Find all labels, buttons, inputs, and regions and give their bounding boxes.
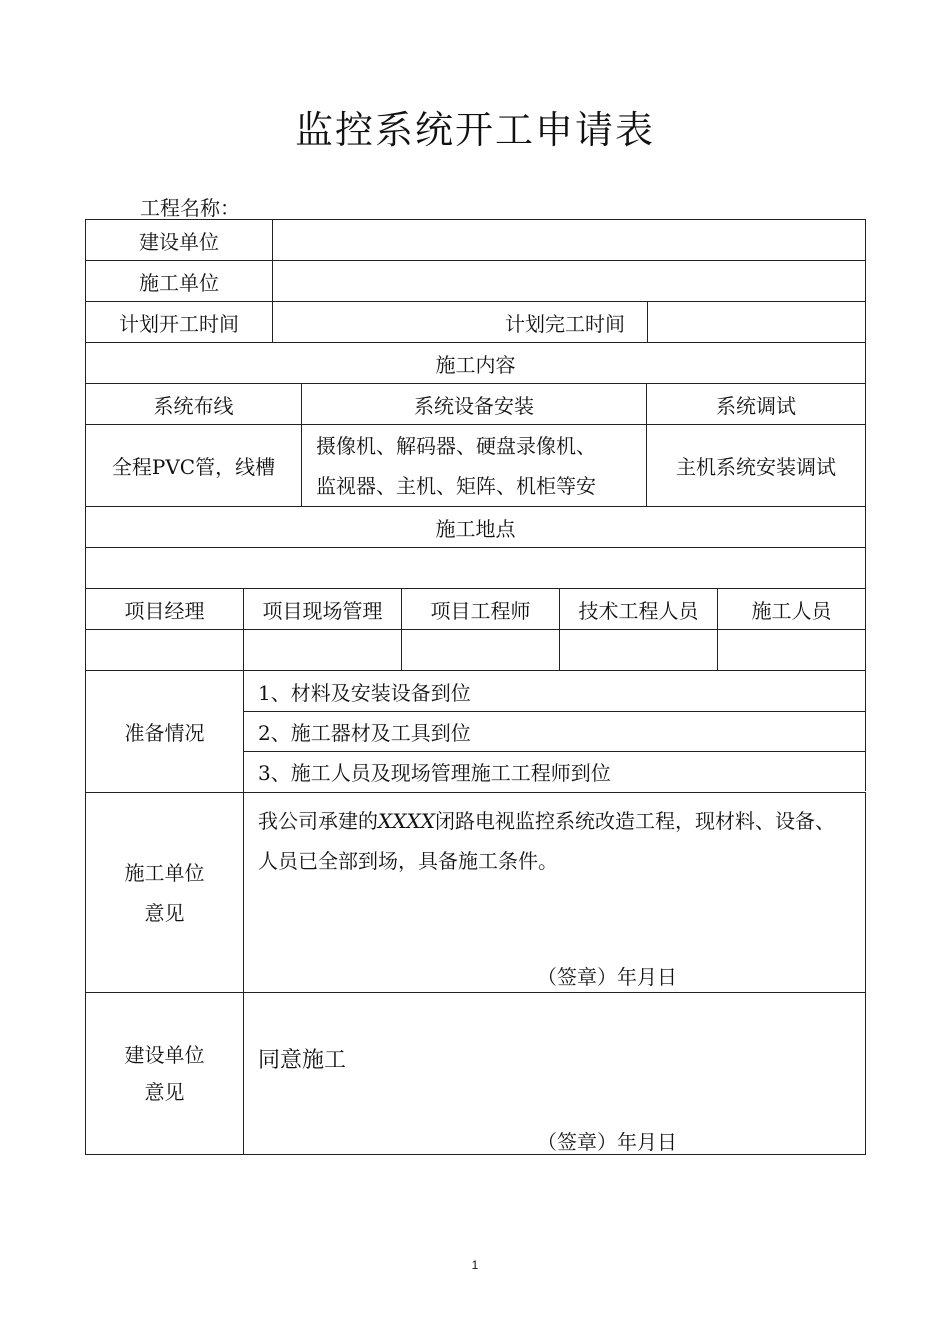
staff-value-workers[interactable] — [718, 630, 866, 670]
owner-opinion-text: 同意施工 — [258, 1048, 347, 1073]
prep-items — [244, 671, 866, 792]
debug-header: 系统调试 — [647, 384, 866, 424]
builder-unit-label: 施工单位 — [86, 261, 273, 301]
staff-header-workers: 施工人员 — [718, 589, 866, 629]
owner-unit-label: 建设单位 — [86, 220, 273, 260]
install-line-1: 摄像机、解码器、硬盘录像机、 — [316, 433, 596, 458]
builder-opinion-text-before: 我公司承建的 — [258, 809, 378, 833]
debug-value: 主机系统安装调试 — [647, 425, 866, 506]
plan-start-label: 计划开工时间 — [86, 302, 273, 342]
builder-opinion-text — [258, 801, 851, 881]
owner-opinion-sign: （签章）年月日 — [537, 1130, 677, 1154]
builder-opinion-project-placeholder: XXXX — [378, 809, 435, 833]
owner-opinion-section — [85, 992, 866, 1155]
owner-unit-row — [85, 219, 866, 260]
install-header: 系统设备安装 — [302, 384, 647, 424]
owner-opinion-label-line-1: 建设单位 — [124, 1042, 205, 1067]
owner-opinion-content — [244, 993, 866, 1154]
wiring-value: 全程PVC管，线槽 — [86, 425, 302, 506]
content-header-row — [85, 342, 866, 383]
staff-value-engineer[interactable] — [402, 630, 560, 670]
location-value-row — [85, 547, 866, 588]
staff-value-manager[interactable] — [86, 630, 244, 670]
page-number: 1 — [471, 1258, 479, 1272]
document-title: 监控系统开工申请表 — [294, 108, 655, 152]
plan-time-row — [85, 301, 866, 342]
builder-opinion-sign: （签章）年月日 — [537, 965, 677, 989]
builder-unit-row — [85, 260, 866, 301]
builder-opinion-text-after: 闭路电视监控系统改造工程，现材料、设备、人员已全部到场，具备施工条件。 — [258, 809, 835, 873]
prep-item-2: 2、施工器材及工具到位 — [244, 711, 866, 751]
plan-end-value[interactable] — [648, 302, 866, 342]
builder-opinion-content — [244, 793, 866, 992]
staff-value-technician[interactable] — [560, 630, 718, 670]
location-header: 施工地点 — [86, 507, 866, 547]
staff-header-row — [85, 588, 866, 629]
owner-opinion-label-line-2: 意见 — [144, 1079, 185, 1104]
application-form-table — [85, 219, 866, 1155]
builder-opinion-section — [85, 792, 866, 992]
staff-header-site-manager: 项目现场管理 — [244, 589, 402, 629]
builder-opinion-label — [86, 793, 244, 992]
builder-opinion-label-line-2: 意见 — [144, 900, 185, 925]
content-columns-row — [85, 383, 866, 424]
wiring-header: 系统布线 — [86, 384, 302, 424]
prep-item-1: 1、材料及安装设备到位 — [244, 671, 866, 711]
owner-opinion-label — [86, 993, 244, 1154]
staff-value-site-manager[interactable] — [244, 630, 402, 670]
builder-unit-value[interactable] — [273, 261, 866, 301]
staff-header-engineer: 项目工程师 — [402, 589, 560, 629]
builder-opinion-label-line-1: 施工单位 — [124, 860, 205, 885]
staff-header-technician: 技术工程人员 — [560, 589, 718, 629]
location-header-row — [85, 506, 866, 547]
prep-item-3: 3、施工人员及现场管理施工工程师到位 — [244, 751, 866, 791]
content-header: 施工内容 — [86, 343, 866, 383]
owner-unit-value[interactable] — [273, 220, 866, 260]
staff-header-manager: 项目经理 — [86, 589, 244, 629]
content-values-row — [85, 424, 866, 506]
install-value — [302, 425, 647, 506]
plan-end-label: 计划完工时间 — [273, 302, 648, 342]
install-line-2: 监视器、主机、矩阵、机柜等安 — [316, 473, 596, 498]
project-name-label: 工程名称： — [140, 196, 240, 220]
location-value[interactable] — [86, 548, 866, 588]
prep-label: 准备情况 — [86, 671, 244, 792]
staff-value-row — [85, 629, 866, 670]
prep-section — [85, 670, 866, 792]
